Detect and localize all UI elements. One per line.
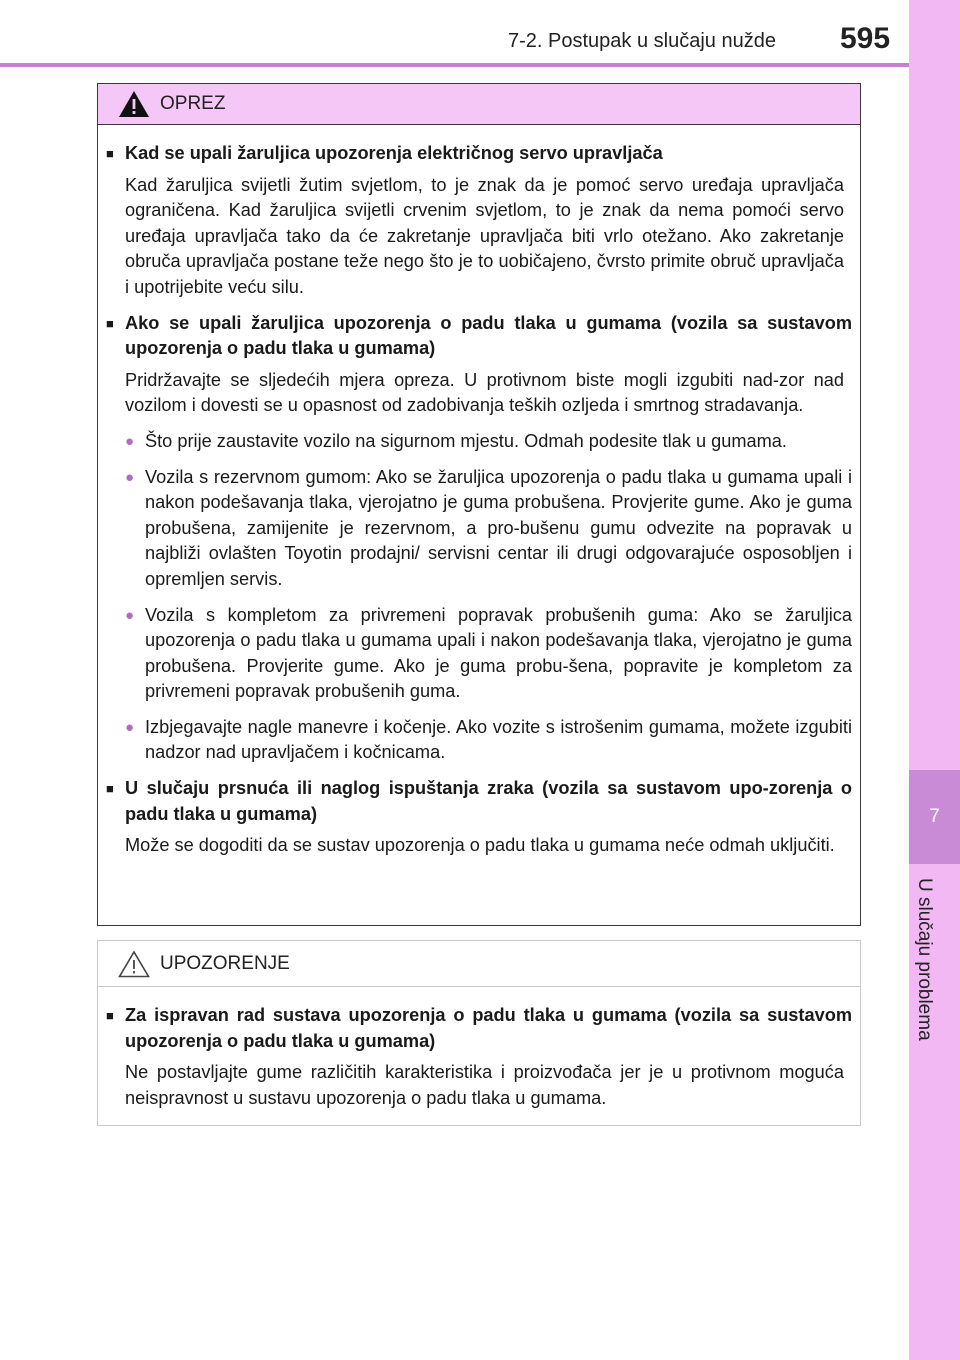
- round-bullet-icon: ●: [125, 432, 135, 450]
- chapter-number-tab: 7: [909, 770, 960, 864]
- list-item: ● Izbjegavajte nagle manevre i kočenje. Ako vozite s istrošenim gumama, možete izgubiti nadzor nad upravljačem i kočnicama.: [125, 715, 852, 766]
- round-bullet-icon: ●: [125, 606, 135, 624]
- warning-triangle-outline-icon: [118, 950, 150, 978]
- warning-header: [98, 941, 860, 987]
- warning-text: Ne postavljajte gume različitih karakteristika i proizvođača jer je u protivnom moguća neispravnost u sustavu upozorenja o padu tlaka u gumama.: [125, 1062, 844, 1108]
- caution-heading-1: ■ Kad se upali žaruljica upozorenja električnog servo upravljača: [106, 141, 852, 167]
- square-bullet-icon: ■: [106, 146, 114, 161]
- header-rule: [0, 63, 960, 67]
- warning-heading: ■ Za ispravan rad sustava upozorenja o padu tlaka u gumama (vozila sa sustavom upozorenja o padu tlaka u gumama): [106, 1003, 852, 1054]
- square-bullet-icon: ■: [106, 1008, 114, 1023]
- caution-heading-3: ■ U slučaju prsnuća ili naglog ispuštanja zraka (vozila sa sustavom upo-zorenja o padu tlaka u gumama): [106, 776, 852, 827]
- chapter-label: U slučaju problema: [914, 878, 935, 1041]
- chapter-side-strip: [909, 0, 960, 1360]
- warning-triangle-filled-icon: [118, 90, 150, 118]
- square-bullet-icon: ■: [106, 315, 114, 331]
- round-bullet-icon: ●: [125, 468, 135, 486]
- caution-title: OPREZ: [160, 93, 226, 114]
- caution-text-1: Kad žaruljica svijetli žutim svjetlom, to je znak da je pomoć servo uređaja upravljača ograničena. Kad žaruljica svijetli crvenim svjetlom, to je znak da nema pomoći servo uređaja upravljača tako da će zakretanje upravljača biti vrlo otežano. Ako zakretanje obruča upravljača postane teže nego što je to uobičajeno, čvrsto primite obruč upravljača i upotrijebite veću silu.: [125, 174, 844, 297]
- page-number: 595: [840, 22, 891, 55]
- caution-box: [97, 83, 861, 926]
- list-item: ● Što prije zaustavite vozilo na sigurnom mjestu. Odmah podesite tlak u gumama.: [125, 429, 852, 455]
- list-item: ● Vozila s kompletom za privremeni popravak probušenih guma: Ako se žaruljica upozorenja o padu tlaka u gumama upali i nakon podešavanja tlaka, vjerojatno je guma probušena. Provjerite gume. Ako je guma probu-šena, popravite je kompletom za privremeni popravak probušenih guma.: [125, 603, 852, 705]
- list-item: ● Vozila s rezervnom gumom: Ako se žaruljica upozorenja o padu tlaka u gumama upali i nakon podešavanja tlaka, vjerojatno je guma probušena. Provjerite gume. Ako je guma probušena, zamijenite je rezervnom, a pro-bušenu gumu odvezite na popravak u najbliži ovlašten Toyotin prodajni/ servisni centar ili drugi odgovarajuće osposobljen i opremljen servis.: [125, 465, 852, 593]
- warning-title: UPOZORENJE: [160, 952, 290, 974]
- square-bullet-icon: ■: [106, 781, 114, 797]
- round-bullet-icon: ●: [125, 718, 135, 736]
- caution-heading-2: ■ Ako se upali žaruljica upozorenja o padu tlaka u gumama (vozila sa sustavom upozorenja o padu tlaka u gumama): [106, 311, 852, 362]
- warning-box: [97, 940, 861, 1126]
- caution-text-3: Može se dogoditi da se sustav upozorenja o padu tlaka u gumama neće odmah uključiti.: [125, 835, 835, 856]
- caution-text-2: Pridržavajte se sljedećih mjera opreza. U protivnom biste mogli izgubiti nad-zor nad vozilom i dovesti se u opasnost od zadobivanja teških ozljeda i smrtnog stradavanja.: [125, 369, 844, 416]
- section-title: 7-2. Postupak u slučaju nužde: [508, 30, 776, 52]
- caution-header: [98, 84, 860, 125]
